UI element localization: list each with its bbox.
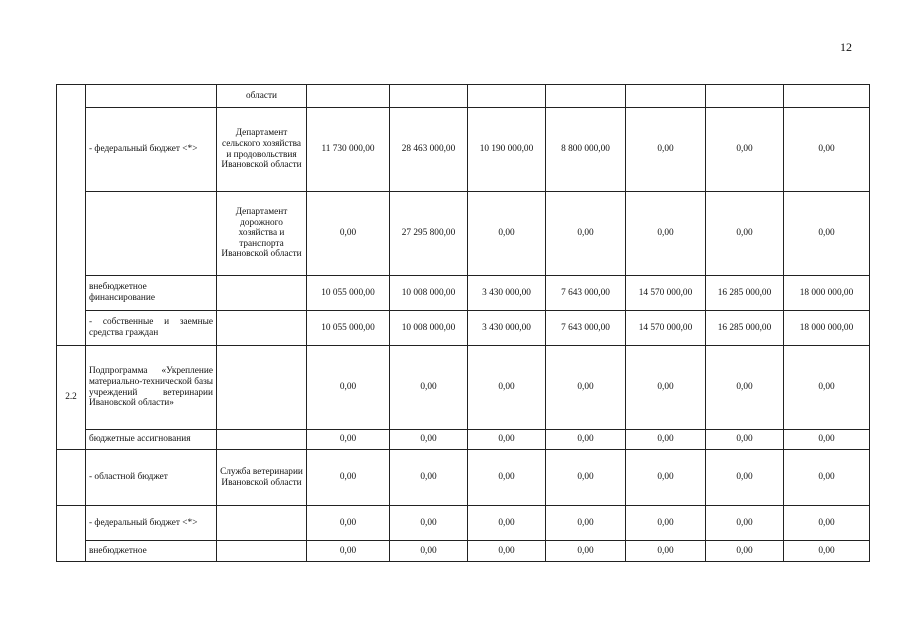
row-number-cell <box>57 450 86 506</box>
executor-cell: Департамент сельского хозяйства и продовольствия Ивановской области <box>217 108 307 192</box>
value-cell: 7 643 000,00 <box>546 311 626 346</box>
value-cell: 14 570 000,00 <box>626 311 706 346</box>
value-cell: 0,00 <box>546 346 626 430</box>
value-cell: 10 055 000,00 <box>307 276 390 311</box>
subprogram-number: 2.2 <box>57 346 86 450</box>
value-cell: 0,00 <box>307 346 390 430</box>
table-row <box>57 276 870 311</box>
funding-source-cell <box>86 192 217 276</box>
value-cell: 0,00 <box>784 541 870 562</box>
value-cell: 0,00 <box>626 108 706 192</box>
funding-source-cell: - федеральный бюджет <*> <box>86 506 217 541</box>
funding-source-cell: бюджетные ассигнования <box>86 430 217 450</box>
executor-cell <box>217 311 307 346</box>
value-cell: 0,00 <box>784 450 870 506</box>
value-cell: 0,00 <box>468 506 546 541</box>
value-cell: 18 000 000,00 <box>784 276 870 311</box>
value-cell: 0,00 <box>390 450 468 506</box>
value-cell: 0,00 <box>546 430 626 450</box>
value-cell: 0,00 <box>390 346 468 430</box>
value-cell: 0,00 <box>706 506 784 541</box>
value-cell: 0,00 <box>626 541 706 562</box>
table-row <box>57 346 870 430</box>
table-row <box>57 506 870 541</box>
value-cell: 0,00 <box>784 108 870 192</box>
value-cell: 0,00 <box>706 541 784 562</box>
funding-source-cell: внебюджетное финансирование <box>86 276 217 311</box>
value-cell: 7 643 000,00 <box>546 276 626 311</box>
value-cell: 0,00 <box>626 346 706 430</box>
value-cell <box>706 85 784 108</box>
table-row <box>57 192 870 276</box>
value-cell: 0,00 <box>626 506 706 541</box>
value-cell: 11 730 000,00 <box>307 108 390 192</box>
value-cell: 3 430 000,00 <box>468 276 546 311</box>
table-row <box>57 450 870 506</box>
funding-source-cell: - федеральный бюджет <*> <box>86 108 217 192</box>
value-cell: 0,00 <box>307 506 390 541</box>
funding-source-cell: - областной бюджет <box>86 450 217 506</box>
value-cell: 0,00 <box>626 430 706 450</box>
value-cell: 16 285 000,00 <box>706 311 784 346</box>
value-cell: 0,00 <box>546 450 626 506</box>
value-cell: 0,00 <box>390 541 468 562</box>
row-number-cell <box>57 506 86 562</box>
value-cell: 28 463 000,00 <box>390 108 468 192</box>
value-cell: 0,00 <box>546 506 626 541</box>
value-cell: 0,00 <box>390 506 468 541</box>
value-cell: 8 800 000,00 <box>546 108 626 192</box>
executor-cell <box>217 346 307 430</box>
funding-source-cell: - собственные и заемные средства граждан <box>86 311 217 346</box>
value-cell <box>390 85 468 108</box>
value-cell: 0,00 <box>706 346 784 430</box>
row-number-cell <box>57 85 86 346</box>
value-cell: 0,00 <box>468 450 546 506</box>
table-row <box>57 85 870 108</box>
value-cell: 10 008 000,00 <box>390 276 468 311</box>
value-cell <box>626 85 706 108</box>
executor-cell: Департамент дорожного хозяйства и транспорта Ивановской области <box>217 192 307 276</box>
value-cell <box>546 85 626 108</box>
executor-cell <box>217 506 307 541</box>
value-cell: 0,00 <box>784 430 870 450</box>
value-cell: 16 285 000,00 <box>706 276 784 311</box>
value-cell: 10 055 000,00 <box>307 311 390 346</box>
value-cell: 10 008 000,00 <box>390 311 468 346</box>
value-cell: 27 295 800,00 <box>390 192 468 276</box>
budget-table <box>56 84 870 562</box>
value-cell <box>307 85 390 108</box>
funding-source-cell <box>86 85 217 108</box>
value-cell: 0,00 <box>468 346 546 430</box>
executor-cell: Служба ветеринарии Ивановской области <box>217 450 307 506</box>
value-cell: 0,00 <box>706 108 784 192</box>
value-cell: 0,00 <box>546 192 626 276</box>
value-cell <box>468 85 546 108</box>
executor-cell <box>217 276 307 311</box>
value-cell: 0,00 <box>468 430 546 450</box>
value-cell: 0,00 <box>784 192 870 276</box>
table-row <box>57 430 870 450</box>
value-cell: 14 570 000,00 <box>626 276 706 311</box>
value-cell: 0,00 <box>546 541 626 562</box>
value-cell: 0,00 <box>706 450 784 506</box>
value-cell: 10 190 000,00 <box>468 108 546 192</box>
value-cell: 0,00 <box>706 430 784 450</box>
value-cell: 0,00 <box>468 541 546 562</box>
funding-source-cell: Подпрограмма «Укрепление материально-технической базы учреждений ветеринарии Ивановской области» <box>86 346 217 430</box>
value-cell: 18 000 000,00 <box>784 311 870 346</box>
page-number: 12 <box>840 40 852 54</box>
table-row <box>57 311 870 346</box>
value-cell: 3 430 000,00 <box>468 311 546 346</box>
value-cell: 0,00 <box>307 430 390 450</box>
value-cell: 0,00 <box>468 192 546 276</box>
funding-source-cell: внебюджетное <box>86 541 217 562</box>
value-cell: 0,00 <box>706 192 784 276</box>
value-cell: 0,00 <box>784 346 870 430</box>
value-cell: 0,00 <box>307 541 390 562</box>
value-cell: 0,00 <box>626 192 706 276</box>
executor-cell <box>217 430 307 450</box>
value-cell: 0,00 <box>626 450 706 506</box>
executor-cell: области <box>217 85 307 108</box>
value-cell: 0,00 <box>784 506 870 541</box>
value-cell: 0,00 <box>307 192 390 276</box>
value-cell <box>784 85 870 108</box>
table-row <box>57 108 870 192</box>
value-cell: 0,00 <box>307 450 390 506</box>
value-cell: 0,00 <box>390 430 468 450</box>
table-row <box>57 541 870 562</box>
executor-cell <box>217 541 307 562</box>
